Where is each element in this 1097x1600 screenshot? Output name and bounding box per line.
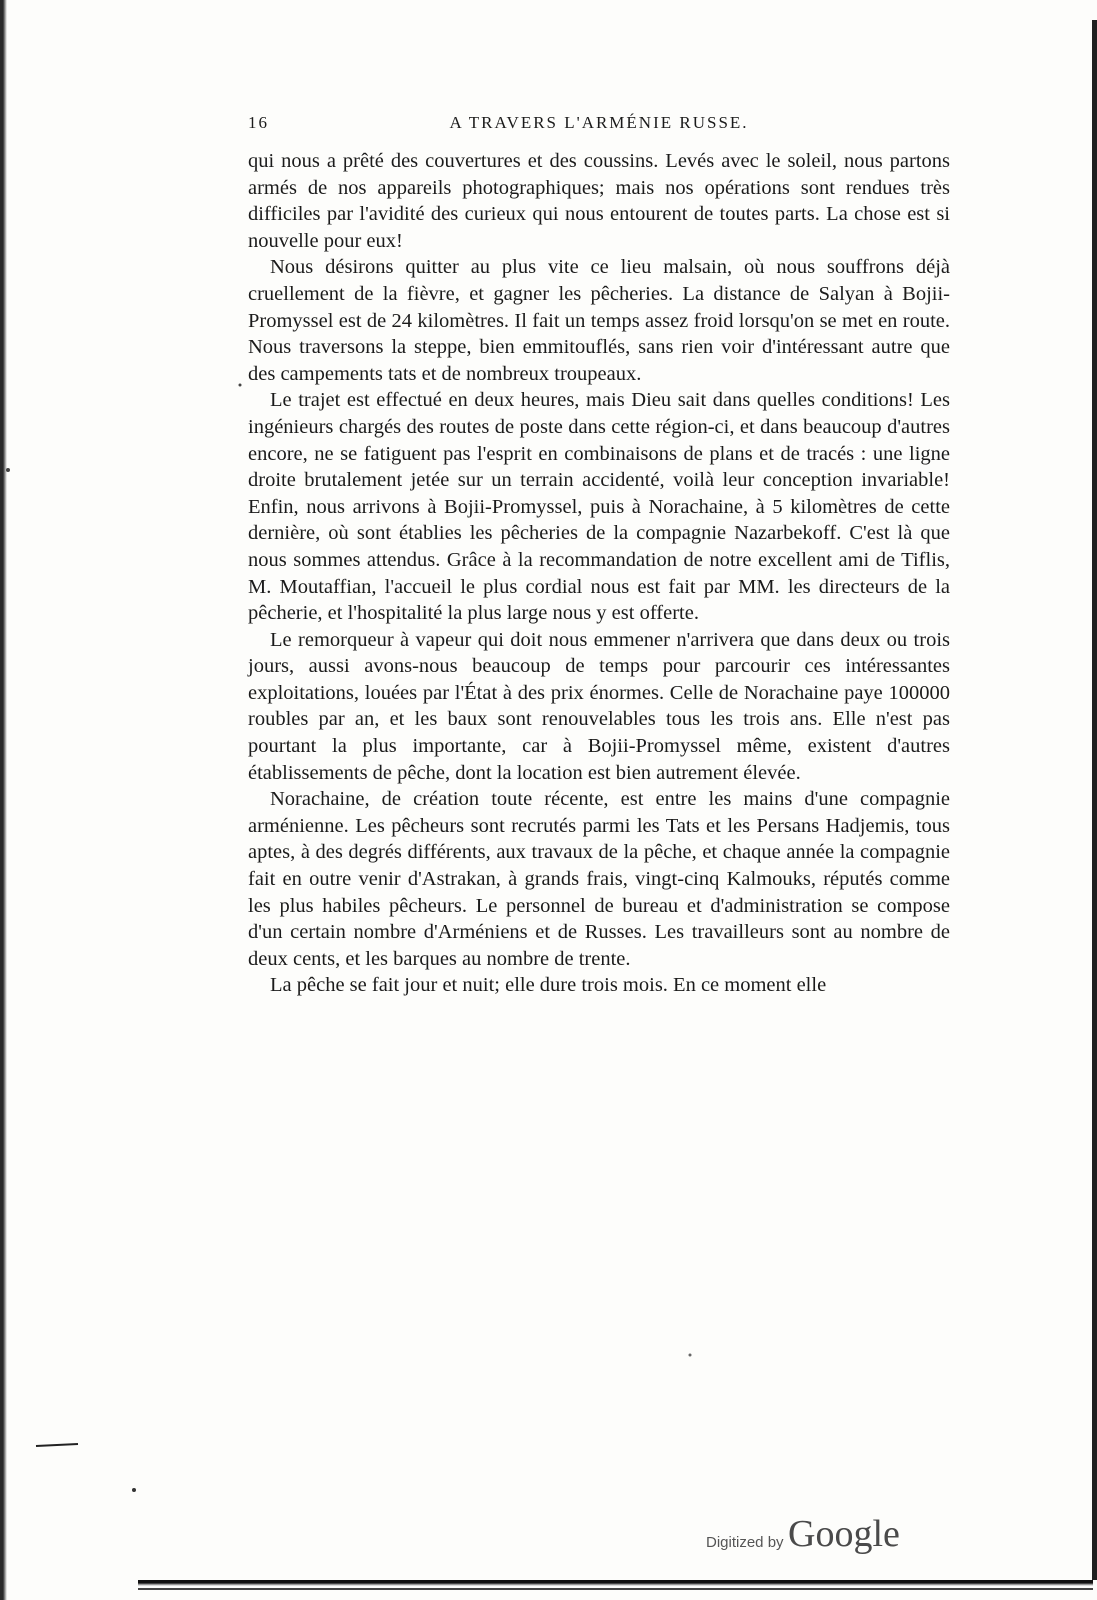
google-watermark: [706, 1512, 946, 1556]
scan-mark: [36, 1444, 78, 1446]
running-title: A TRAVERS L'ARMÉNIE RUSSE.: [449, 113, 749, 132]
scan-dot: [239, 384, 242, 387]
digitized-by-label: Digitized by: [706, 1534, 784, 1551]
google-logo: Google: [788, 1513, 900, 1555]
bottom-scan-rule: [138, 1580, 1093, 1586]
scan-dot: [132, 1488, 136, 1492]
body-text: [248, 148, 950, 999]
page-header: [248, 113, 950, 139]
paragraph: Le remorqueur à vapeur qui doit nous emmener n'arrivera que dans deux ou trois jours, aussi avons-nous beaucoup de temps pour parcourir ces intéressantes exploitations, louées par l'État à des prix énormes. Celle de Norachaine paye 100000 roubles par an, et les baux sont renouvelables tous les trois ans. Elle n'est pas pourtant la plus importante, car à Bojii-Promyssel même, existent d'autres établissements de pêche, dont la location est bien autrement élevée.: [248, 628, 950, 784]
paragraph: qui nous a prêté des couvertures et des coussins. Levés avec le soleil, nous partons armés de nos appareils photographiques; mais nos opérations sont rendues très difficiles par l'avidité des curieux qui nous entourent de toutes parts. La chose est si nouvelle pour eux!: [248, 150, 950, 252]
page-number: 16: [248, 113, 269, 132]
paragraph: Le trajet est effectué en deux heures, mais Dieu sait dans quelles conditions! Les ingénieurs chargés des routes de poste dans cette région-ci, et dans beaucoup d'autres encore, ne se fatiguent pas l'esprit en combinaisons de plans et de tracés : une ligne droite brutalement jetée sur un terrain accidenté, voilà leur conception invariable! Enfin, nous arrivons à Bojii-Promyssel, puis à Norachaine, à 5 kilomètres de cette dernière, où sont établies les pêcheries de la compagnie Nazarbekoff. C'est là que nous sommes attendus. Grâce à la recommandation de notre excellent ami de Tiflis, M. Moutaffian, l'accueil le plus cordial nous est fait par MM. les directeurs de la pêcherie, et l'hospitalité la plus large nous y est offerte.: [248, 389, 950, 625]
scan-dot: [689, 1354, 692, 1357]
paragraph: Nous désirons quitter au plus vite ce lieu malsain, où nous souffrons déjà cruellement de la fièvre, et gagner les pêcheries. La distance de Salyan à Bojii-Promyssel est de 24 kilomètres. Il fait un temps assez froid lorsqu'on se met en route. Nous traversons la steppe, bien emmitouflés, sans rien voir d'intéressant autre que des campements tats et de nombreux troupeaux.: [248, 256, 950, 385]
paragraph: La pêche se fait jour et nuit; elle dure trois mois. En ce moment elle: [270, 974, 827, 997]
paragraph: Norachaine, de création toute récente, est entre les mains d'une compagnie arménienne. Les pêcheurs sont recrutés parmi les Tats et les Persans Hadjemis, tous aptes, à des degrés différents, aux travaux de la pêche, et chaque année la compagnie fait en outre venir d'Astrakan, à grands frais, vingt-cinq Kalmouks, réputés comme les plus habiles pêcheurs. Le personnel de bureau et d'administration se compose d'un certain nombre d'Arméniens et de Russes. Les travailleurs sont au nombre de deux cents, et les barques au nombre de trente.: [248, 788, 950, 970]
bottom-scan-rule-thin: [138, 1588, 1093, 1590]
scan-dot: [6, 468, 10, 472]
